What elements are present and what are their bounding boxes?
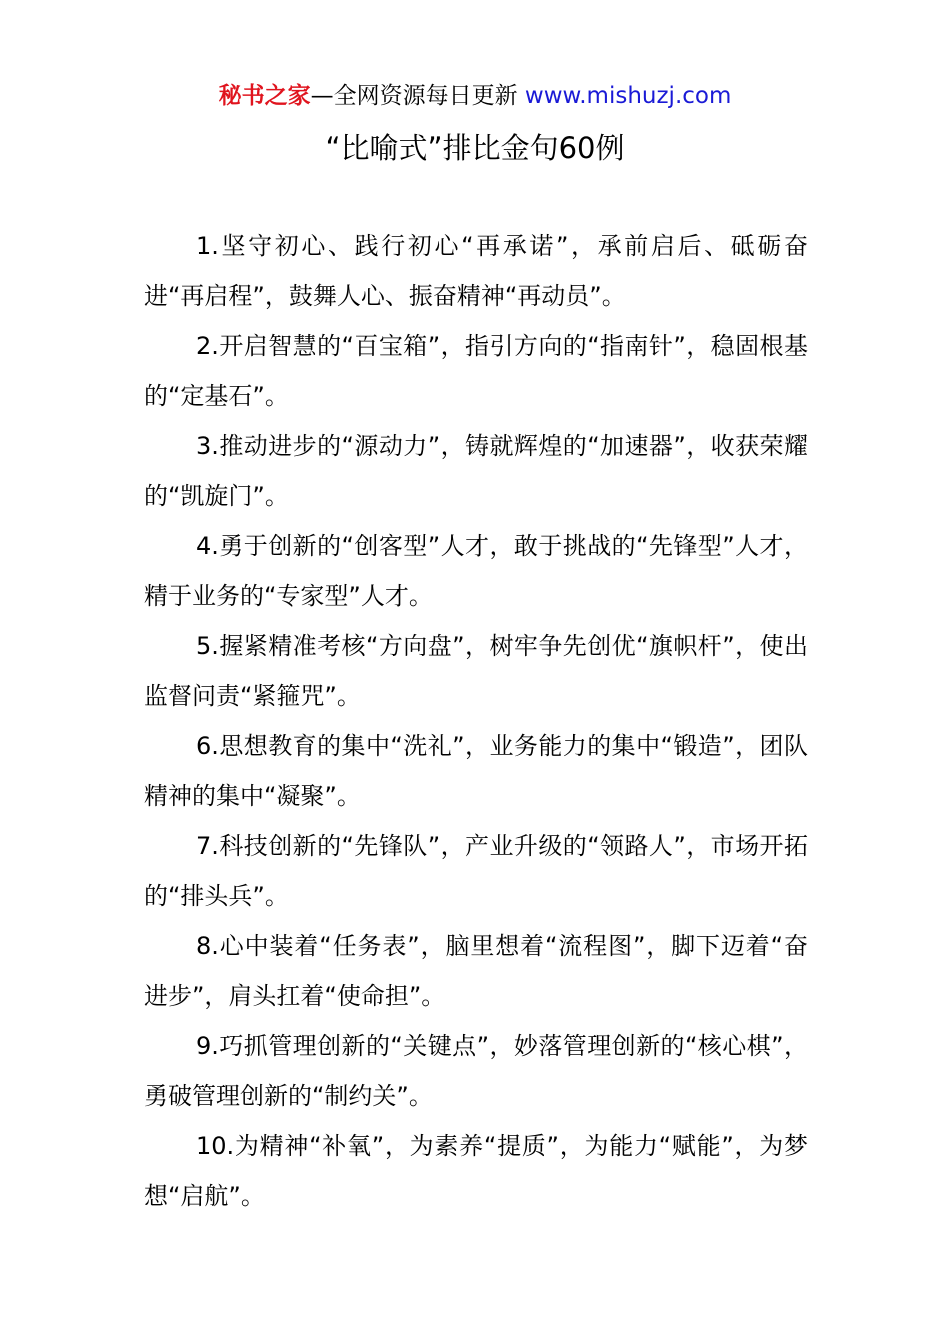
paragraph-4: 4.勇于创新的“创客型”人才，敢于挑战的“先锋型”人才，精于业务的“专家型”人才。 — [144, 532, 808, 610]
document-title: “比喻式”排比金句60例 — [325, 131, 625, 165]
paragraph-7: 7.科技创新的“先锋队”，产业升级的“领路人”，市场开拓的“排头兵”。 — [144, 832, 808, 910]
paragraph-8: 8.心中装着“任务表”，脑里想着“流程图”，脚下迈着“奋进步”，肩头扛着“使命担”。 — [144, 932, 808, 1010]
site-tagline: —全网资源每日更新 — [310, 83, 525, 109]
site-brand: 秘书之家 — [218, 83, 311, 109]
site-url-link[interactable]: www.mishuzj.com — [524, 83, 732, 109]
site-header — [0, 80, 950, 112]
document-body — [144, 221, 808, 1221]
paragraph-5: 5.握紧精准考核“方向盘”，树牢争先创优“旗帜杆”，使出监督问责“紧箍咒”。 — [144, 632, 808, 710]
paragraph-1: 1.坚守初心、践行初心“再承诺”，承前启后、砥砺奋进“再启程”，鼓舞人心、振奋精神“再动员”。 — [144, 232, 808, 310]
paragraph-3: 3.推动进步的“源动力”，铸就辉煌的“加速器”，收获荣耀的“凯旋门”。 — [144, 432, 808, 510]
paragraph-2: 2.开启智慧的“百宝箱”，指引方向的“指南针”，稳固根基的“定基石”。 — [144, 332, 808, 410]
paragraph-10: 10.为精神“补氧”，为素养“提质”，为能力“赋能”，为梦想“启航”。 — [144, 1132, 808, 1210]
paragraph-6: 6.思想教育的集中“洗礼”，业务能力的集中“锻造”，团队精神的集中“凝聚”。 — [144, 732, 808, 810]
paragraph-9: 9.巧抓管理创新的“关键点”，妙落管理创新的“核心棋”，勇破管理创新的“制约关”。 — [144, 1032, 808, 1110]
